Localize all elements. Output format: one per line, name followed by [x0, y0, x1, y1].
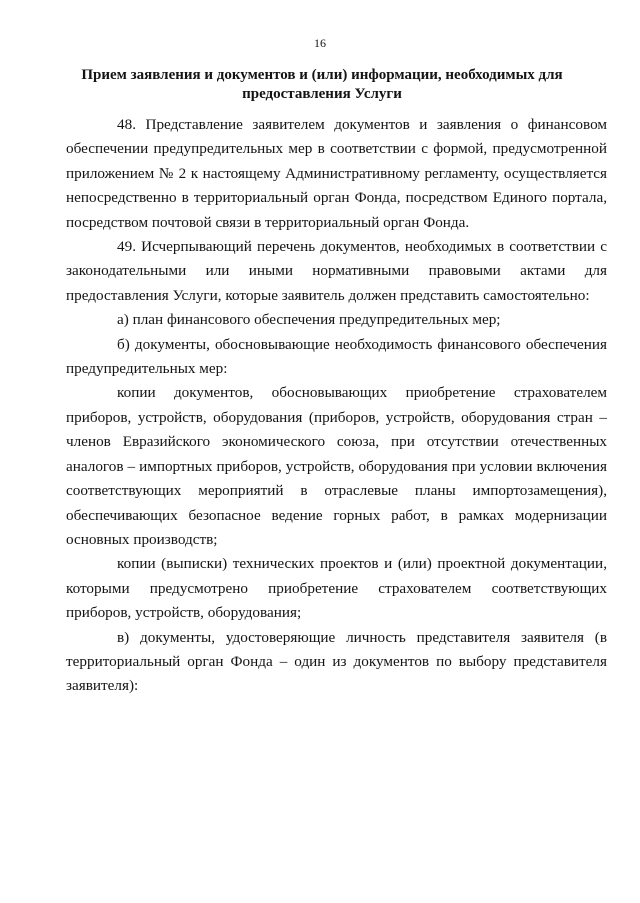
paragraph-48: 48. Представление заявителем документов и заявления о финансовом обеспечении предупредительных мер в соответствии с формой, предусмотренной приложением № 2 к настоящему Административному регламенту, осуществляется непосредственно в территориальный орган Фонда, посредством Единого портала, посредством почтовой связи в территориальный орган Фонда.: [66, 116, 607, 231]
document-body: [66, 113, 607, 699]
paragraph-49: 49. Исчерпывающий перечень документов, необходимых в соответствии с законодательными или иными нормативными правовыми актами для предоставления Услуги, которые заявитель должен представить самостоятельно:: [66, 238, 607, 304]
item-b: б) документы, обосновывающие необходимость финансового обеспечения предупредительных мер:: [66, 335, 607, 378]
item-b-subitem-1: копии документов, обосновывающих приобретение страхователем приборов, устройств, оборудования (приборов, устройств, оборудования стран – членов Евразийского экономического союза, при отсутствии отечественных аналогов – импортных приборов, устройств, оборудования при условии включения соответствующих мероприятий в отраслевые планы импортозамещения), обеспечивающих безопасное ведение горных работ, в рамках модернизации основных производств;: [66, 384, 607, 548]
section-heading: [62, 66, 582, 104]
item-a: а) план финансового обеспечения предупредительных мер;: [117, 311, 501, 329]
section-heading-line-2: предоставления Услуги: [242, 86, 402, 102]
item-v: в) документы, удостоверяющие личность представителя заявителя (в территориальный орган Фонда – один из документов по выбору представителя заявителя):: [66, 628, 607, 695]
item-b-subitem-2: копии (выписки) технических проектов и (или) проектной документации, которыми предусмотрено приобретение страхователем соответствующих приборов, устройств, оборудования;: [66, 555, 607, 622]
section-heading-line-1: Прием заявления и документов и (или) информации, необходимых для: [81, 67, 563, 83]
page-number: 16: [314, 36, 326, 50]
